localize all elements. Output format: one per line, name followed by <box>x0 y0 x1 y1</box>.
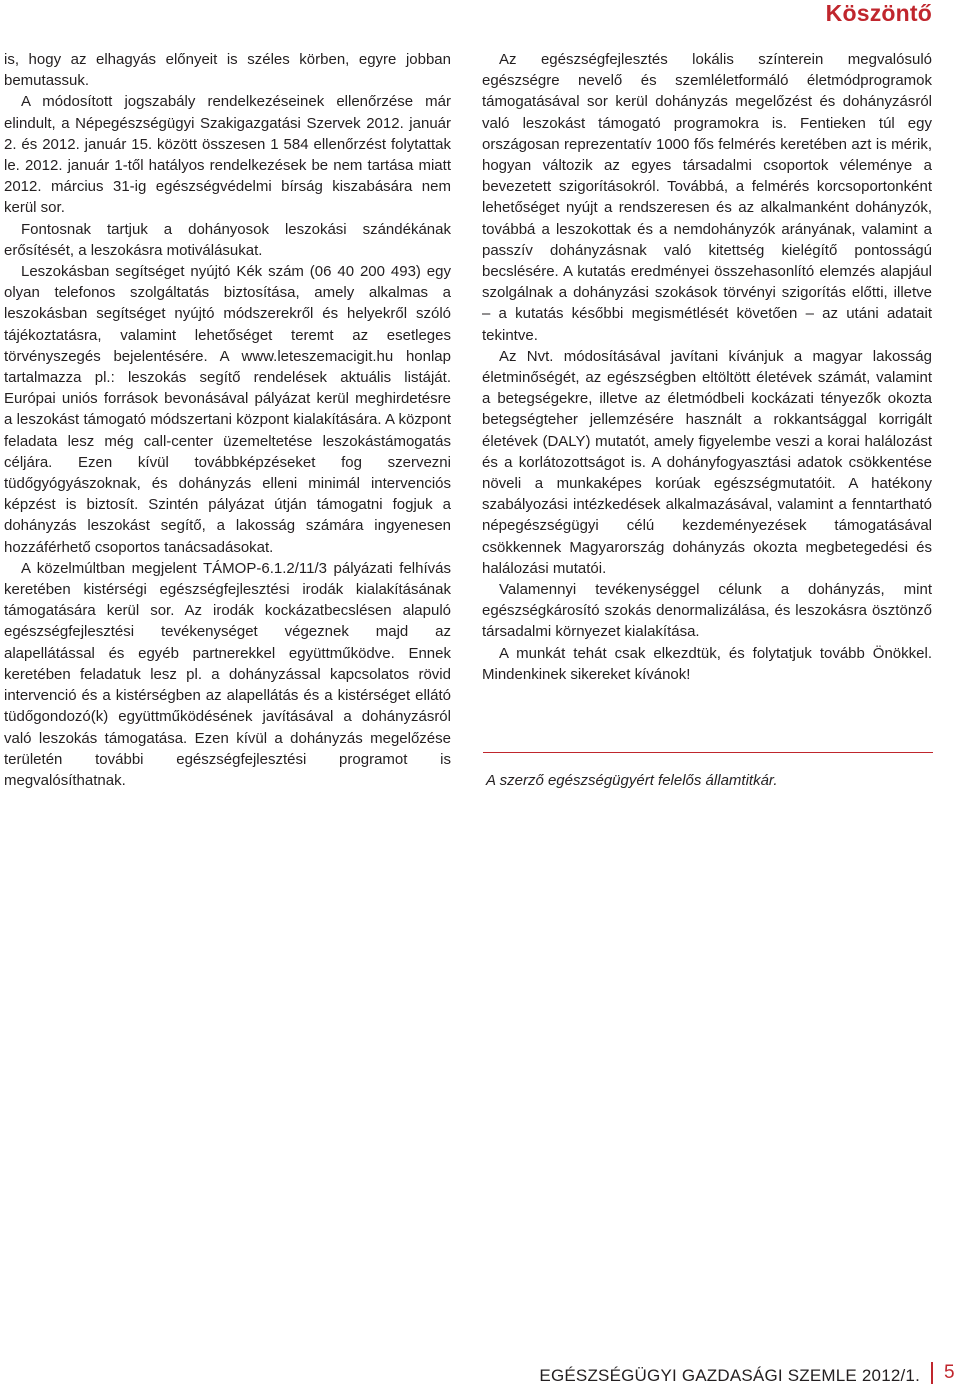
author-divider <box>483 752 933 753</box>
right-paragraph-3: Valamennyi tevékenységgel célunk a dohányzás, mint egészségkárosító szokás denormalizálása, és leszokásra ösztönző társadalmi környezet kialakítása. <box>482 581 932 641</box>
left-paragraph-3: Fontosnak tartjuk a dohányosok leszokási szándékának erősítését, a leszokásra motiválásukat. <box>4 220 451 259</box>
left-paragraph-1: is, hogy az elhagyás előnyeit is széles körben, egyre jobban bemutassuk. <box>4 51 451 90</box>
page-number: 5 <box>944 1362 955 1383</box>
right-paragraph-1: Az egészségfejlesztés lokális színterein megvalósuló egészségre nevelő és szemléletformáló életmódprogramok támogatásával sor kerül dohányzás megelőzést és dohányzásról való leszokást támogató programokra is. Fentieken túl egy országosan reprezentatív 1000 fős felmérés keretében azt is mérik, hogyan változik az egyes társadalmi csoportok véleménye a bevezetett szigorításokról. Továbbá, a felmérés korcsoportonként lehetőséget nyújt a rendszeresen és az alkalmanként dohányzók, továbbá a leszokottak és a nemdohányzók arányának, valamint a passzív dohányzásnak való kitettség kielégítő pontosságú becslésére. A kutatás eredményei összehasonlító elemzés alapjául szolgálnak a dohányzási szokások törvényi szigorítás előtti, illetve – a kutatás későbbi megismétlését követően – az utáni adatait tekintve. <box>482 51 932 344</box>
author-note: A szerző egészségügyért felelős államtitkár. <box>486 772 778 789</box>
left-column <box>4 49 451 791</box>
right-paragraph-4: A munkát tehát csak elkezdtük, és folytatjuk tovább Önökkel. Mindenkinek sikereket kívánok! <box>482 644 932 683</box>
left-paragraph-4: Leszokásban segítséget nyújtó Kék szám (06 40 200 493) egy olyan telefonos szolgáltatás biztosítása, amely alkalmas a leszokásban segítséget nyújtó módszerekről és helyekről szóló tájékoztatásra, valamint lehetőséget teremt az esetleges törvényszegés bejelentésére. A www.leteszemacigit.hu honlap tartalmazza pl.: leszokás segítő rendelések aktuális listáját. Európai uniós források bevonásával pályázat kerül meghirdetésre a leszokást támogató módszertani központ kialakítására. A központ feladata lesz még call-center üzemeltetése leszokástámogatás céljára. Ezen kívül továbbképzéseket fog szervezni tüdőgyógyászoknak, és dohányzás elleni minimál intervenciós képzést is biztosít. Szintén pályázat útján támogatni fogjuk a dohányzás leszokást segítő, a lakosság számára ingyenesen hozzáférhető csoportos tanácsadásokat. <box>4 263 451 556</box>
right-column <box>482 49 932 685</box>
left-paragraph-2: A módosított jogszabály rendelkezéseinek ellenőrzése már elindult, a Népegészségügyi Szakigazgatási Szervek 2012. január 2. és 2012. január 15. között összesen 1 584 ellenőrzést folytattak le. 2012. január 1-től hatályos rendelkezések be nem tartása miatt 2012. március 31-ig egészségvédelmi bírság kiszabására nem kerül sor. <box>4 93 451 217</box>
footer-separator <box>931 1362 933 1384</box>
right-paragraph-2: Az Nvt. módosításával javítani kívánjuk a magyar lakosság életminőségét, az egészségben eltöltött életévek számát, valamint a betegségekre, illetve az életmódbeli kockázati tényezők okozta betegségteher jellemzésére használt a rokkantsággal korrigált életévek (DALY) mutatót, amely figyelembe veszi a korai halálozást és a korlátozottságot is. A dohányfogyasztási adatok csökkentése növeli a munkaképes korúak egészségmutatóit. A hatékony szabályozási intézkedések alkalmazásával, valamint a fenntartható népegészségügyi célú kezdeményezések támogatásával csökkennek Magyarország dohányzás okozta megbetegedési és halálozási mutatói. <box>482 347 932 577</box>
left-paragraph-5: A közelmúltban megjelent TÁMOP-6.1.2/11/3 pályázati felhívás keretében kistérségi egészségfejlesztési irodák kialakításának támogatására kerül sor. Az irodák kockázatbecslésen alapuló egészségfejlesztési tevékenységet végeznek majd az alapellátással és egyéb partnerekkel együttműködve. Ennek keretében feladatuk lesz pl. a dohányzással kapcsolatos rövid intervenció és a kistérségben az alapellátás és a kistérséget ellátó tüdőgondozó(k) együttműködésének javításával a dohányzásról való leszokás támogatása. Ezen kívül a dohányzás megelőzése területén további egészségfejlesztési programot is megvalósíthatnak. <box>4 559 451 789</box>
journal-title: EGÉSZSÉGÜGYI GAZDASÁGI SZEMLE 2012/1. <box>539 1366 920 1385</box>
page-footer <box>0 1359 960 1389</box>
section-title: Köszöntő <box>825 0 932 26</box>
